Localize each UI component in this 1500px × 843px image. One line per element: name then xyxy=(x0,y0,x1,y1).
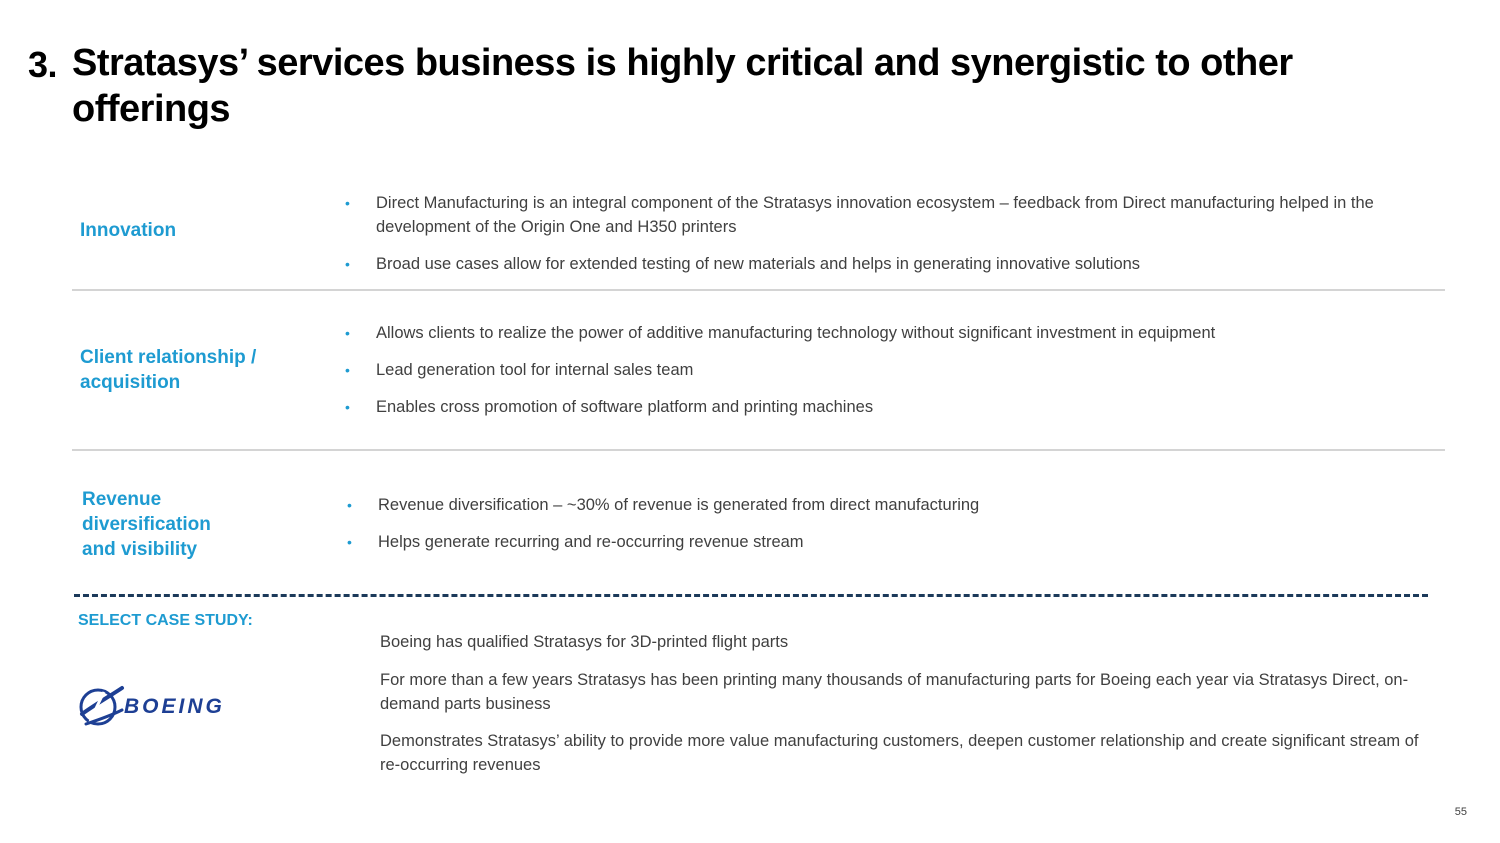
client-relationship-bullets xyxy=(345,321,1405,432)
section-label-innovation: Innovation xyxy=(80,220,177,241)
divider xyxy=(72,449,1445,451)
boeing-logo-icon xyxy=(76,682,276,732)
bullet-text: Revenue diversification – ~30% of revenue is generated from direct manufacturing xyxy=(378,496,980,514)
bullet-dot-icon: • xyxy=(347,497,352,513)
divider xyxy=(72,289,1445,291)
section-label-client-relationship: Client relationship / acquisition xyxy=(80,347,257,393)
bullet-text: Direct Manufacturing is an integral component of the Stratasys innovation ecosystem – feedback from Direct manufacturing helped in the development of the Origin One and H350 printers xyxy=(376,194,1374,236)
bullet-dot-icon: • xyxy=(347,534,352,550)
boeing-logo xyxy=(76,682,276,732)
bullet-dot-icon: • xyxy=(345,195,350,211)
boeing-logo-wordmark: BOEING xyxy=(124,695,225,718)
bullet-dot-icon: • xyxy=(345,256,350,272)
bullet-text: Enables cross promotion of software platform and printing machines xyxy=(376,398,874,416)
bullet-item xyxy=(347,530,1407,554)
innovation-bullets xyxy=(345,191,1405,289)
bullet-item xyxy=(345,395,1405,419)
bullet-text: Broad use cases allow for extended testing of new materials and helps in generating innovative solutions xyxy=(376,255,1141,273)
case-study-paragraph: For more than a few years Stratasys has been printing many thousands of manufacturing parts for Boeing each year via Stratasys Direct, on-demand parts business xyxy=(380,671,1409,713)
bullet-text: Helps generate recurring and re-occurring revenue stream xyxy=(378,533,804,551)
bullet-dot-icon: • xyxy=(345,362,350,378)
bullet-text: Lead generation tool for internal sales team xyxy=(376,361,694,379)
case-study-paragraph: Demonstrates Stratasys’ ability to provide more value manufacturing customers, deepen customer relationship and create significant stream of re-occurring revenues xyxy=(380,732,1419,774)
page-title: Stratasys’ services business is highly critical and synergistic to other offerings xyxy=(72,42,1293,130)
bullet-item xyxy=(345,252,1405,276)
bullet-dot-icon: • xyxy=(345,399,350,415)
case-study-paragraph: Boeing has qualified Stratasys for 3D-printed flight parts xyxy=(380,633,789,651)
bullet-text: Allows clients to realize the power of additive manufacturing technology without significant investment in equipment xyxy=(376,324,1216,342)
revenue-bullets xyxy=(347,493,1407,567)
bullet-item xyxy=(345,358,1405,382)
page-number: 55 xyxy=(1454,806,1467,818)
bullet-item xyxy=(345,191,1405,239)
bullet-item xyxy=(347,493,1407,517)
title-number: 3. xyxy=(28,44,58,85)
dashed-separator xyxy=(74,594,1428,597)
section-label-revenue-diversification: Revenue diversification and visibility xyxy=(82,489,211,560)
case-study-label: SELECT CASE STUDY: xyxy=(78,612,253,629)
bullet-item xyxy=(345,321,1405,345)
bullet-dot-icon: • xyxy=(345,325,350,341)
